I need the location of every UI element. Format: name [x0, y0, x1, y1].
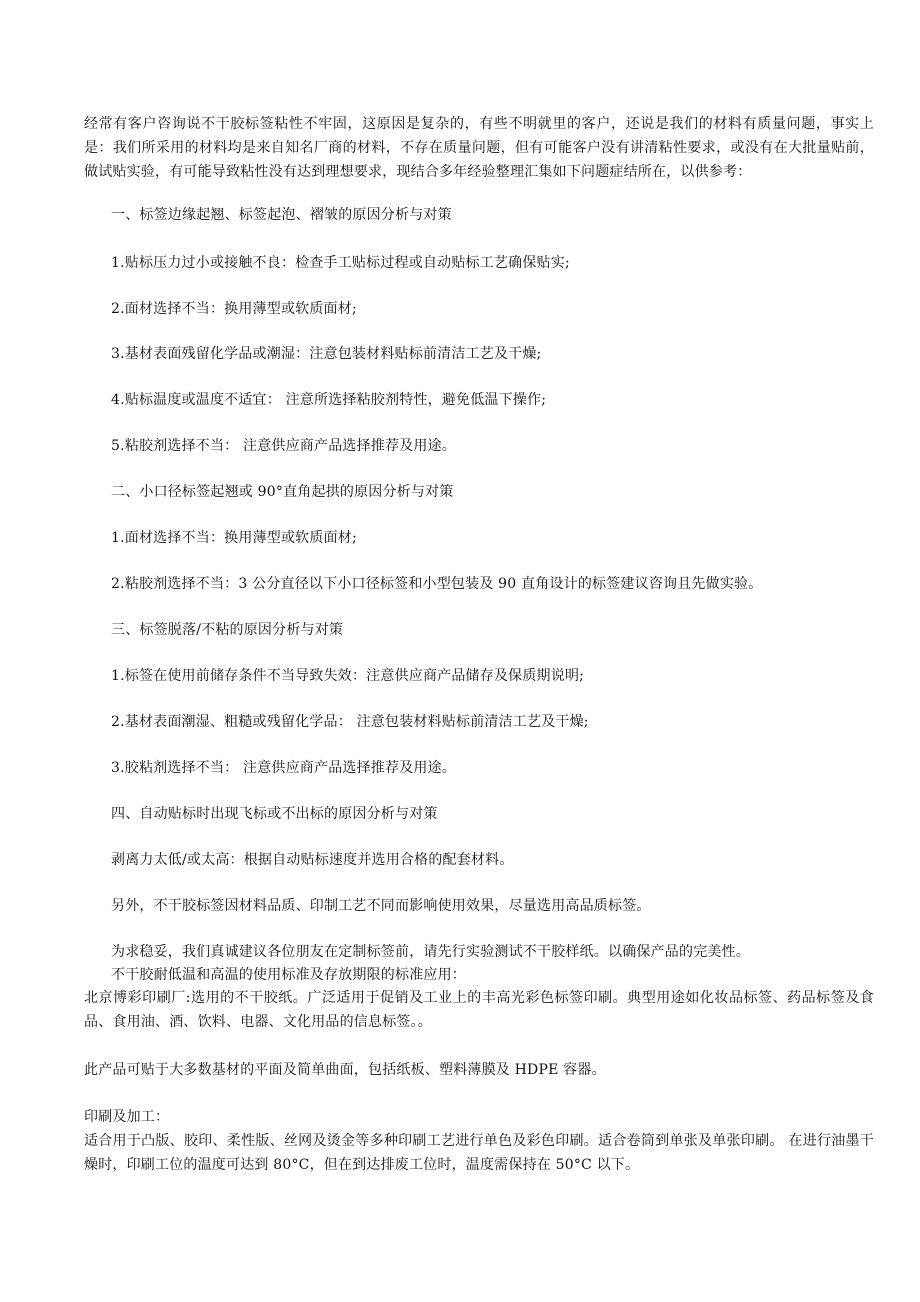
section1-item-3: 3.基材表面残留化学品或潮湿：注意包装材料贴标前清洁工艺及干燥; [111, 346, 542, 362]
section1-item-4: 4.贴标温度或温度不适宜： 注意所选择粘胶剂特性，避免低温下操作; [111, 392, 547, 408]
section3-item-2: 2.基材表面潮湿、粗糙或残留化学品： 注意包装材料贴标前清洁工艺及干燥; [111, 714, 589, 730]
substrate-paragraph: 此产品可贴于大多数基材的平面及简单曲面，包括纸板、塑料薄膜及 HDPE 容器。 [84, 1062, 606, 1078]
section2-item-1: 1.面材选择不当：换用薄型或软质面材; [111, 530, 357, 546]
printing-heading: 印刷及加工： [84, 1109, 170, 1125]
intro-paragraph: 经常有客户咨询说不干胶标签粘性不牢固，这原因是复杂的，有些不明就里的客户，还说是我们的材料有质量问题，事实上是：我们所采用的材料均是来自知名厂商的材料，不存在质量问题，但有可能客户没有讲清粘性要求，或没有在大批量贴前，做试贴实验，有可能导致粘性没有达到理想要求，现结合多年经验整理汇集如下问题症结所在，以供参考： [84, 116, 874, 180]
note-other: 另外，不干胶标签因材料品质、印制工艺不同而影响使用效果，尽量选用高品质标签。 [111, 898, 651, 914]
note-advice: 为求稳妥，我们真诚建议各位朋友在定制标签前，请先行实验测试不干胶样纸。以确保产品的完美性。 [111, 944, 750, 960]
section1-item-5: 5.粘胶剂选择不当： 注意供应商产品选择推荐及用途。 [111, 438, 457, 454]
section3-item-1: 1.标签在使用前储存条件不当导致失效：注意供应商产品储存及保质期说明; [111, 668, 585, 684]
section3-item-3: 3.胶粘剂选择不当： 注意供应商产品选择推荐及用途。 [111, 760, 457, 776]
note-standard: 不干胶耐低温和高温的使用标准及存放期限的标准应用： [111, 967, 466, 983]
printing-paragraph: 适合用于凸版、胶印、柔性版、丝网及烫金等多种印刷工艺进行单色及彩色印刷。适合卷筒到单张及单张印刷。 在进行油墨干燥时，印刷工位的温度可达到 80°C，但在到达排废工位时，温度需保持在 50°C 以下。 [84, 1133, 874, 1173]
section2-item-2: 2.粘胶剂选择不当：3 公分直径以下小口径标签和小型包装及 90 直角设计的标签建议咨询且先做实验。 [111, 576, 763, 592]
section1-heading: 一、标签边缘起翘、标签起泡、褶皱的原因分析与对策 [111, 207, 452, 223]
section1-item-2: 2.面材选择不当：换用薄型或软质面材; [111, 301, 357, 317]
beijing-paragraph: 北京博彩印刷厂:选用的不干胶纸。广泛适用于促销及工业上的丰高光彩色标签印刷。典型用途如化妆品标签、药品标签及食品、食用油、酒、饮料、电器、文化用品的信息标签。。 [84, 990, 874, 1030]
section2-heading: 二、小口径标签起翘或 90°直角起拱的原因分析与对策 [111, 484, 454, 500]
section4-heading: 四、自动贴标时出现飞标或不出标的原因分析与对策 [111, 806, 438, 822]
section1-item-1: 1.贴标压力过小或接触不良：检查手工贴标过程或自动贴标工艺确保贴实; [111, 255, 570, 271]
section4-item-1: 剥离力太低/或太高：根据自动贴标速度并选用合格的配套材料。 [111, 852, 514, 868]
section3-heading: 三、标签脱落/不粘的原因分析与对策 [111, 622, 344, 638]
